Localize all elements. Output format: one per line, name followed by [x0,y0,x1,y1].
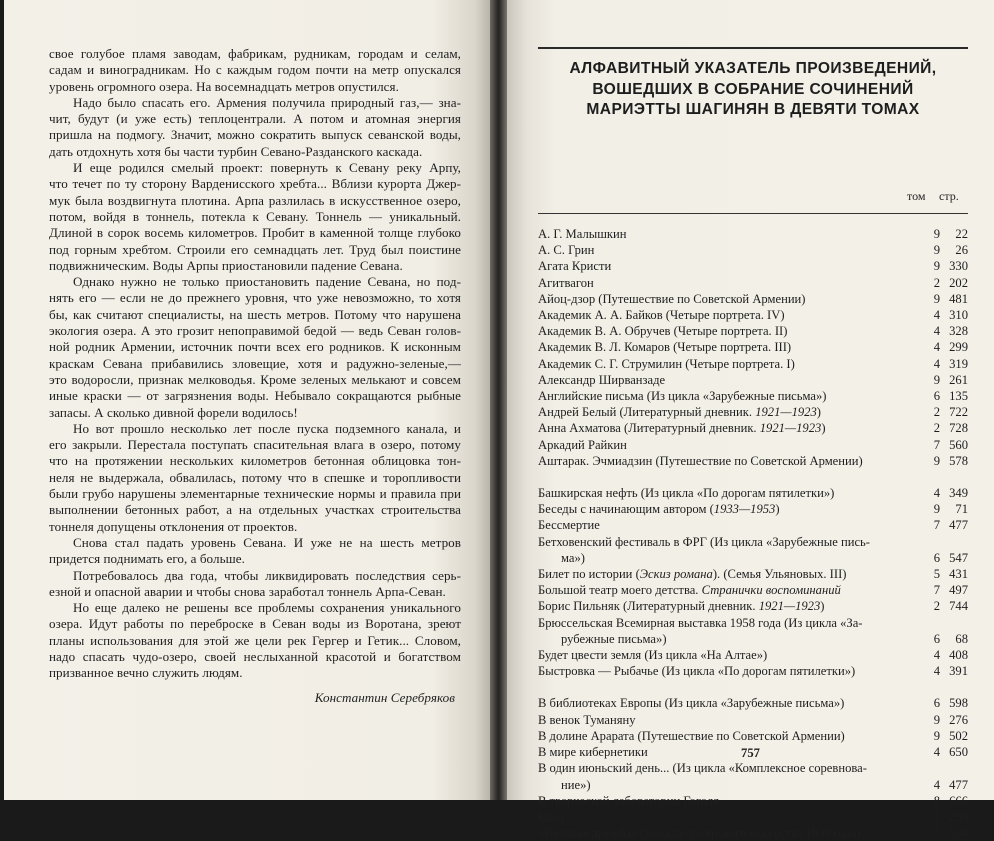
entry-page: 481 [949,291,968,306]
entry-page: 71 [955,502,968,517]
paragraph-line: Потребовалось два года, чтобы ликвидировать последствия серь- [73,567,461,583]
entry-page: 299 [949,340,968,355]
group-spacer [538,214,968,226]
entry-title [538,825,968,841]
entry-title-text: Английские письма (Из цикла «Зарубежные письма») [538,389,827,404]
column-header-volume: том [907,189,926,203]
title-line: ВОШЕДШИХ В СОБРАНИЕ СОЧИНЕНИЙ [592,80,914,98]
left-page [4,0,490,800]
entry-volume: 4 [933,664,940,679]
entry-page: 408 [949,648,968,663]
index-entry [538,647,968,663]
index-entry [538,793,968,809]
paragraph-line: тоннеля допущены отклонения от проектов. [49,518,298,534]
entry-title-text: Бетховенский фестиваль в ФРГ (Из цикла «Зарубежные пись- [538,534,870,549]
entry-volume: 4 [933,648,940,663]
entry-title [538,582,968,598]
paragraph-line: экология озера. А это грозит непоправимой бедой — ведь Севан голов- [49,323,461,339]
index-entry [538,485,968,501]
index-entry [538,695,968,711]
index-entry [538,437,968,453]
entry-title-text: Андрей Белый (Литературный дневник. [538,405,756,420]
entry-title-text: Борис Пильняк (Литературный дневник. [538,599,759,614]
entry-volume: 6 [933,389,940,404]
entry-title [538,258,968,274]
index-entry [538,534,968,566]
index-entry [538,291,968,307]
entry-volume: 9 [933,372,940,387]
paragraph-line: Надо было спасать его. Армения получила природный газ,— зна- [73,94,461,110]
entry-title [538,695,968,711]
entry-title-text: В творческой лаборатории Гоголя [538,793,719,808]
entry-title-text: Агитвагон [538,275,594,290]
paragraph-line: чит, будут (и уже есть) теплоцентрали. А потом и атомная энергия [49,111,461,127]
group-spacer [538,679,968,695]
entry-page: 534 [949,826,968,841]
entry-volume: 9 [933,728,940,743]
index-entry [538,372,968,388]
paragraph-line: неля не выдержала, обвалилась, потому что в спешке и торопливости [49,469,461,485]
entry-title-italic: 1933—1953 [713,502,776,517]
index-entry [538,323,968,339]
entry-volume: 9 [933,712,940,727]
entry-page: 261 [949,372,968,387]
entry-volume: 9 [933,453,940,468]
entry-title-text: Аштарак. Эчмиадзин (Путешествие по Советской Армении) [538,453,863,468]
entry-title-text: Беседы с начинающим автором ( [538,502,714,517]
paragraph-line: мук была воздвигнута плотина. Арпа разлилась в искусственное озеро, [49,192,461,208]
paragraph-line: выполнении бетонных работ, а на отдельных участках строительства [49,502,461,518]
paragraph-line: Но вот прошло несколько лет после пуска подземного канала, и [73,420,461,436]
entry-title-text: А. Г. Малышкин [538,227,627,241]
entry-title [538,307,968,323]
index-entry [538,258,968,274]
entry-volume: 9 [933,291,940,306]
entry-title [538,339,968,355]
entry-title-text: Аркадий Райкин [538,437,627,452]
book-spine [490,0,507,800]
paragraph-line: иные краски — от загрязнения воды. Небывало сокращаются рыбные [49,388,461,404]
index-entry [538,809,968,825]
paragraph-line: были грубо нарушены элементарные технические нормы и правила при [49,486,461,502]
paragraph-line: подвижническим. Воды Арпы приостановили падение Севана. [49,257,403,273]
entry-volume: 7 [933,826,940,841]
entry-title [538,663,968,679]
entry-title-text: Академик А. А. Байков (Четыре портрета. IV) [538,308,785,323]
index-title [538,59,968,121]
entry-title-text: В библиотеках Европы (Из цикла «Зарубежные письма») [538,696,845,711]
entry-title [538,437,968,453]
index-entry [538,566,968,582]
paragraph-line: садам и виноградникам. Но с каждым годом почти на метр опускался [49,62,461,78]
entry-title [538,534,968,550]
index-entry [538,517,968,533]
entry-page: 276 [949,712,968,727]
entry-page: 391 [949,664,968,679]
entry-page: 319 [949,356,968,371]
entry-volume: 4 [933,324,940,339]
entry-page: 349 [949,486,968,501]
entry-title-text: Билет по истории ( [538,567,640,582]
paragraph-line: что на протяжении нескольких километров бетонная облицовка тон- [49,453,461,469]
entry-title [538,728,968,744]
entry-page: 560 [949,437,968,452]
paragraph-line: что течет по ту сторону Варденисского хребта... Вблизи курорта Джер- [49,176,461,192]
entry-title-text: А. С. Грин [538,243,595,258]
entry-title [538,291,968,307]
entry-title-italic: 1921—1923 [755,405,817,420]
entry-volume: 7 [933,437,940,452]
index-entry [538,275,968,291]
paragraph-line: И еще родился смелый проект: повернуть к Севану реку Арпу, [73,160,461,176]
entry-title-tail: ) [820,599,825,614]
index-entry [538,307,968,323]
index-entry [538,420,968,436]
header-rule [538,47,968,49]
entry-title-text: Вахо [538,809,565,824]
entry-title [538,323,968,339]
left-page-text [49,46,461,706]
entry-page: 477 [949,518,968,533]
entry-page: 497 [949,583,968,598]
entry-page: 22 [955,227,968,241]
paragraph-line: планы использования для этой же цели рек Гергер и Гетик... Словом, [49,632,461,648]
entry-title-tail: ) [816,405,821,420]
entry-volume: 2 [933,809,940,824]
index-entry [538,501,968,517]
entry-title-text: Академик С. Г. Струмилин (Четыре портрета. I) [538,356,795,371]
entry-volume: 8 [933,793,940,808]
entry-title-italic: 1921—1923 [758,599,821,614]
index-entry [538,825,968,841]
entry-title-tail: ) [775,502,780,517]
entry-page: 477 [949,777,968,792]
entry-page: 135 [949,389,968,404]
entry-title-continuation: ние») [561,777,591,792]
entry-title-text: Башкирская нефть (Из цикла «По дорогам пятилетки») [538,486,835,501]
index-entry [538,728,968,744]
entry-volume: 4 [933,777,940,792]
entry-page: 431 [949,567,968,582]
page-number: 757 [741,746,760,760]
entry-page: 26 [955,243,968,258]
entry-volume: 4 [933,308,940,323]
entry-title [538,566,968,582]
paragraph-line: Но еще далеко не решены все проблемы сохранения уникального [73,600,461,616]
entry-title-text: В венок Туманяну [538,712,636,727]
paragraph-line: езной и опасной аварии и чтобы снова заработал тоннель Арпа-Севан. [49,583,446,599]
paragraph-line: Снова стал падать уровень Севана. И уже не на шесть метров [73,534,461,550]
entry-title [538,615,968,631]
entry-title [538,598,968,614]
group-spacer [538,469,968,485]
entry-title-text: Академик В. Л. Комаров (Четыре портрета. III) [538,340,792,355]
entry-volume: 9 [933,502,940,517]
entry-title-italic: Странички воспоминаний [701,583,841,598]
entry-volume: 6 [933,550,940,565]
entry-title [538,372,968,388]
entry-title [538,760,968,776]
entry-page: 547 [949,550,968,565]
index-entry [538,226,968,242]
index-entry [538,582,968,598]
entry-title [538,242,968,258]
entry-volume: 2 [933,599,940,614]
index-entry [538,615,968,647]
index-entry [538,712,968,728]
entry-title-text: Большой театр моего детства. [538,583,702,598]
entry-volume: 4 [933,486,940,501]
paragraph-line: дать отдохнуть хотя бы части турбин Севано-Разданского каскада. [49,143,423,159]
entry-title-text: Будет цвести земля (Из цикла «На Алтае») [538,648,768,663]
paragraph-line: уровень огромного озера. На восемнадцать метров опустился. [49,78,399,94]
paragraph-line: это водоросли, признак мелководья. Кроме зеленых мелькают и совсем [49,371,461,387]
entry-title-text: Брюссельская Всемирная выставка 1958 года (Из цикла «За- [538,615,863,630]
entry-title [538,647,968,663]
entry-page: 330 [949,259,968,274]
paragraph-line: надо спасать чудо-озеро, своей неслыханной красотой и богатством [49,648,461,664]
paragraph-line: краскам Севана прибавились зловещие, хотя и радужно-зеленые,— [49,355,461,371]
entry-title [538,485,968,501]
entry-title-text: Академик В. А. Обручев (Четыре портрета. II) [538,324,788,339]
entry-title-tail: ). (Семья Ульяновых. III) [712,567,847,582]
paragraph-line: под горным хребтом. Строили его семнадцать лет. Труд был поистине [49,241,461,257]
entry-page: 233 [949,809,968,824]
index-entry [538,663,968,679]
index-entry [538,404,968,420]
entry-title [538,712,968,728]
entry-volume: 5 [933,567,940,582]
entry-title [538,226,968,242]
entry-volume: 2 [933,421,940,436]
entry-title-tail: ) [821,421,826,436]
paragraph-line: потом, войдя в тоннель, потекла к Севану. Тоннель — уникальный. [49,208,461,224]
entry-volume: 4 [933,745,940,760]
entry-volume: 4 [933,340,940,355]
entry-volume: 9 [933,243,940,258]
entry-title-text: «Великая дружба» (Декада армянского искусства 1939 года) [538,826,861,841]
index-entry [538,598,968,614]
entry-title-text: В мире кибернетики [538,745,648,760]
paragraph-line: Длиной в сорок восемь километров. Пробит в каменной толще глубоко [49,225,461,241]
entry-volume: 9 [933,227,940,241]
index-entry [538,339,968,355]
entry-page: 328 [949,324,968,339]
right-page [507,0,994,841]
entry-page: 310 [949,308,968,323]
entry-page: 502 [949,728,968,743]
entry-title-text: Бессмертие [538,518,600,533]
entry-title [538,809,968,825]
index-entry [538,388,968,404]
paragraph-line: пришла на подмогу. Значит, можно сократить выпуск севанской воды, [49,127,461,143]
entry-title [538,517,968,533]
paragraph-line: бы, как считают специалисты, на шесть метров. Потому что нарушена [49,306,461,322]
entry-title-text: Анна Ахматова (Литературный дневник. [538,421,760,436]
index-entry [538,356,968,372]
author-signature: Константин Серебряков [314,689,455,705]
title-line: МАРИЭТТЫ ШАГИНЯН В ДЕВЯТИ ТОМАХ [586,101,920,118]
index-entry [538,453,968,469]
entry-page: 722 [949,405,968,420]
index-entry [538,242,968,258]
entry-volume: 2 [933,405,940,420]
entry-title [538,420,968,436]
entry-page: 202 [949,275,968,290]
paragraph-line: Однако нужно не только приостановить падение Севана, но под- [73,274,461,290]
entry-title-text: Александр Ширванзаде [538,372,666,387]
entry-page: 68 [955,631,968,646]
entry-page: 728 [949,421,968,436]
entry-title-text: Агата Кристи [538,259,612,274]
entry-volume: 6 [933,696,940,711]
title-line: АЛФАВИТНЫЙ УКАЗАТЕЛЬ ПРОИЗВЕДЕНИЙ, [569,60,937,77]
index-entry [538,760,968,792]
paragraph-line: свое голубое пламя заводам, фабрикам, рудникам, городам и селам, [49,46,461,61]
paragraph-line: его закрыли. Перестала поступать спасительная влага в озеро, потому [49,437,461,453]
entry-page: 744 [949,599,968,614]
entry-title-text: В долине Арарата (Путешествие по Советской Армении) [538,728,845,743]
entry-volume: 7 [933,518,940,533]
entry-title [538,501,968,517]
entry-volume: 9 [933,259,940,274]
entry-title [538,404,968,420]
entry-title-continuation: ма») [561,550,585,565]
entry-title-continuation: рубежные письма») [561,631,667,646]
entry-page: 666 [949,793,968,808]
entry-title [538,275,968,291]
entry-volume: 4 [933,356,940,371]
entry-title [538,453,968,469]
entry-title-text: Айоц-дзор (Путешествие по Советской Армении) [538,291,806,306]
paragraph-line: нять его — если не до прежнего уровня, что уже невозможно, то хотя [49,290,461,306]
entry-title-italic: 1921—1923 [759,421,822,436]
entry-title [538,388,968,404]
entry-volume: 7 [933,583,940,598]
entry-title [538,356,968,372]
entry-page: 598 [949,696,968,711]
entry-page: 650 [949,745,968,760]
entry-title-text: В один июньский день... (Из цикла «Комплексное соревнова- [538,761,867,776]
entry-title-text: Быстровка — Рыбачье (Из цикла «По дорогам пятилетки») [538,664,856,679]
paragraph-line: призванное вечно служить людям. [49,665,243,681]
entry-volume: 6 [933,631,940,646]
paragraph-line: запасы. А сколько дивной форели водилось! [49,404,298,420]
entry-title-italic: Эскиз романа [639,567,713,582]
entry-title [538,793,968,809]
entry-volume: 2 [933,275,940,290]
paragraph-line: озера. Идут работы по переброске в Севан воды из Воротана, зреют [49,616,461,632]
paragraph-line: ной родник Армении, источник почти всех его родников. К исконным [49,339,461,355]
entry-page: 578 [949,453,968,468]
column-header-page: стр. [939,189,959,203]
paragraph-line: придется поднимать его, а больше. [49,551,245,567]
